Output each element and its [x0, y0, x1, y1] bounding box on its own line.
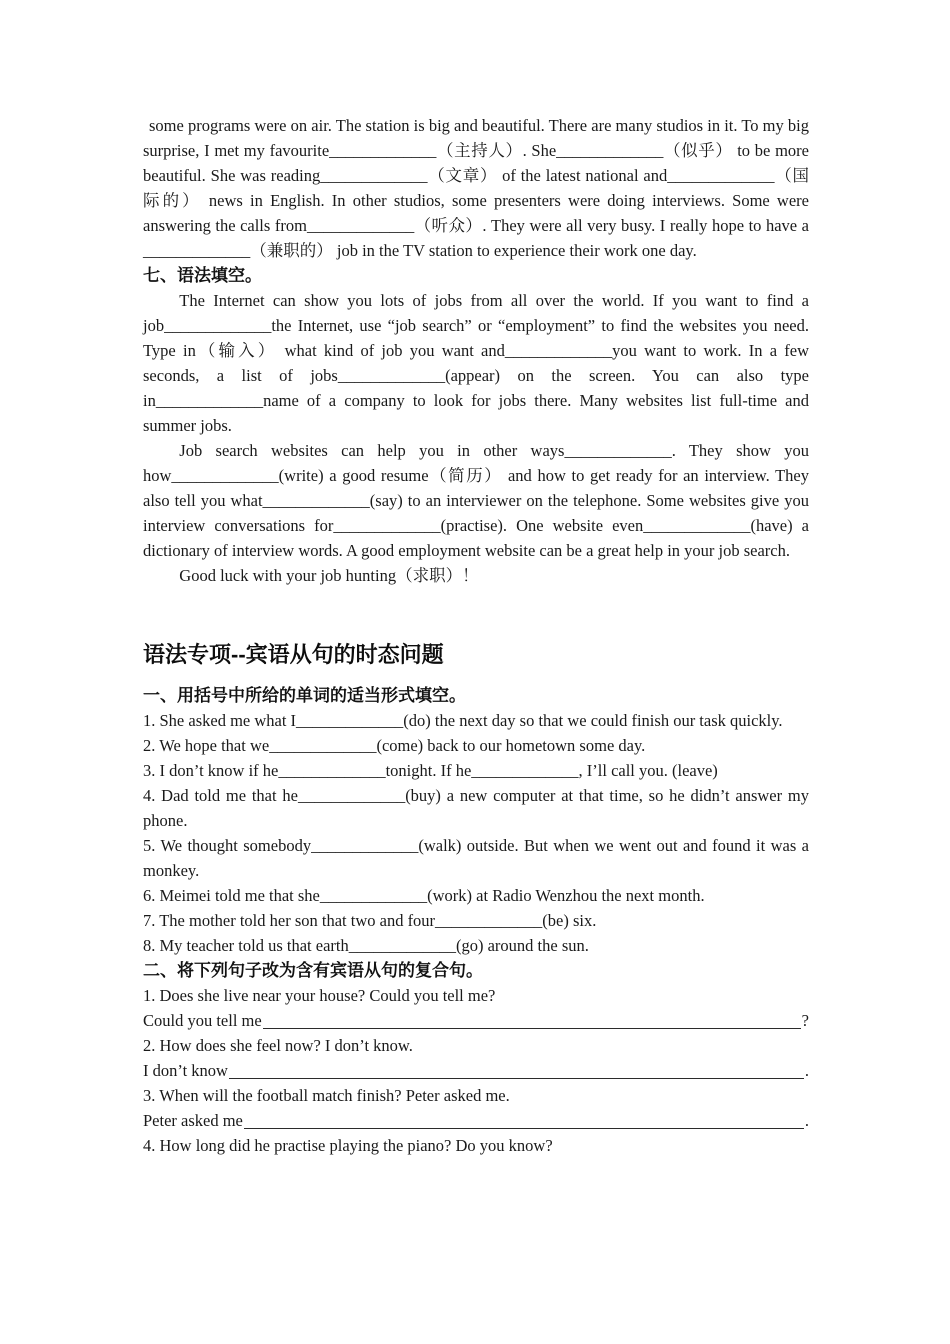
part2-answer-line-2 — [143, 1058, 809, 1083]
answer-stem: Could you tell me — [143, 1011, 262, 1030]
answer-end-punctuation: ? — [801, 1011, 809, 1030]
page-content — [143, 113, 809, 1158]
part1-item-7: 7. The mother told her son that two and four_____________(be) six. — [143, 911, 597, 930]
answer-stem: I don’t know — [143, 1061, 228, 1080]
answer-blank-line — [263, 1028, 801, 1029]
part2-question-1: 1. Does she live near your house? Could you tell me? — [143, 986, 496, 1005]
part1-item-5: 5. We thought somebody_____________(walk) outside. But when we went out and found it was a monkey. — [143, 836, 809, 880]
reading-passage-continuation: some programs were on air. The station is big and beautiful. There are many studios in it. To my big surprise, I met my favourite_____________（主持人）. She_____________（似乎） to be more beautiful. She was reading_____________（文章） of the latest national and_____________（国际的） news in English. In other studios, some presenters were doing interviews. Some were answering the calls from_____________（听众）. They were all very busy. I really hope to have a _____________（兼职的） job in the TV station to experience their work one day. — [143, 116, 809, 260]
answer-end-punctuation: . — [804, 1061, 809, 1080]
part2-heading: 二、将下列句子改为含有宾语从句的复合句。 — [143, 961, 483, 980]
answer-end-punctuation: . — [804, 1111, 809, 1130]
part1-item-8: 8. My teacher told us that earth_____________(go) around the sun. — [143, 936, 589, 955]
part2-answer-line-3 — [143, 1108, 809, 1133]
grammar-section-title: 语法专项--宾语从句的时态问题 — [143, 642, 444, 667]
section7-paragraph-3: Good luck with your job hunting（求职）！ — [179, 566, 479, 585]
part1-item-6: 6. Meimei told me that she_____________(work) at Radio Wenzhou the next month. — [143, 886, 705, 905]
part1-heading: 一、用括号中所给的单词的适当形式填空。 — [143, 686, 466, 705]
part2-question-4: 4. How long did he practise playing the piano? Do you know? — [143, 1136, 553, 1155]
part1-item-3: 3. I don’t know if he_____________tonight. If he_____________, I’ll call you. (leave) — [143, 761, 718, 780]
part2-question-2: 2. How does she feel now? I don’t know. — [143, 1036, 413, 1055]
part1-item-4: 4. Dad told me that he_____________(buy) a new computer at that time, so he didn’t answer my phone. — [143, 786, 809, 830]
section7-paragraph-1: The Internet can show you lots of jobs from all over the world. If you want to find a job_____________the Internet, use “job search” or “employment” to find the websites you need. Type in（输入） what kind of job you want and_____________you want to work. In a few seconds, a list of jobs_____________(appear) on the screen. You can also type in_____________name of a company to look for jobs there. Many websites list full-time and summer jobs. — [143, 291, 809, 435]
part2-question-3: 3. When will the football match finish? Peter asked me. — [143, 1086, 510, 1105]
part2-answer-line-1 — [143, 1008, 809, 1033]
part1-item-2: 2. We hope that we_____________(come) back to our hometown some day. — [143, 736, 646, 755]
section7-paragraph-2: Job search websites can help you in other ways_____________. They show you how_____________(write) a good resume（简历） and how to get ready for an interview. They also tell you what_____________(say) to an interviewer on the telephone. Some websites give you interview conversations for_____________(practise). One website even_____________(have) a dictionary of interview words. A good employment website can be a great help in your job search. — [143, 441, 809, 560]
answer-stem: Peter asked me — [143, 1111, 243, 1130]
answer-blank-line — [229, 1078, 804, 1079]
part1-item-1: 1. She asked me what I_____________(do) the next day so that we could finish our task quickly. — [143, 711, 783, 730]
section7-heading: 七、语法填空。 — [143, 266, 262, 285]
answer-blank-line — [244, 1128, 804, 1129]
